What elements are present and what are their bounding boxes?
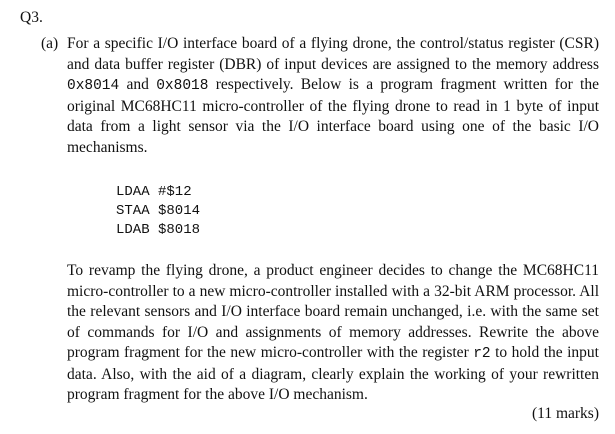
task-text-1: To revamp the flying drone, a product engineer decides to change the MC68HC11 micro-controller to a new micro-controller installed with a 32-bit ARM processor. All the relevant sensors and I/O interface board remain unchanged, i.e. with the same set of commands for I/O and assignments of memory addresses. Rewrite the above program fragment for the new micro-controller with the register [67, 262, 599, 361]
intro-text-1: For a specific I/O interface board of a flying drone, the control/status register (CSR) and data buffer register (DBR) of input devices are assigned to the memory address [67, 35, 599, 73]
task-text-2: to hold the input data. Also, with the aid of a diagram, clearly explain the working of your rewritten program fragment for the above I/O mechanism. [67, 344, 599, 403]
question-task-paragraph [67, 261, 599, 406]
register-name: r2 [473, 346, 491, 362]
part-label: (a) [41, 35, 59, 52]
code-line: LDAA #$12 [116, 184, 192, 200]
code-block [116, 183, 599, 240]
code-line: LDAB $8018 [116, 222, 201, 238]
csr-address: 0x8014 [67, 78, 120, 94]
question-number: Q3. [20, 9, 43, 26]
intro-text-3: respectively. Below is a program fragment written for the original MC68HC11 micro-controller of the flying drone to read in 1 byte of input data from a light sensor via the I/O interface board using one of the basic I/O mechanisms. [67, 76, 599, 156]
dbr-address: 0x8018 [156, 78, 209, 94]
code-line: STAA $8014 [116, 203, 201, 219]
question-intro-paragraph [67, 34, 599, 158]
intro-text-2: and [119, 76, 157, 93]
question-part-a [41, 34, 599, 406]
marks-label: (11 marks) [531, 405, 599, 422]
